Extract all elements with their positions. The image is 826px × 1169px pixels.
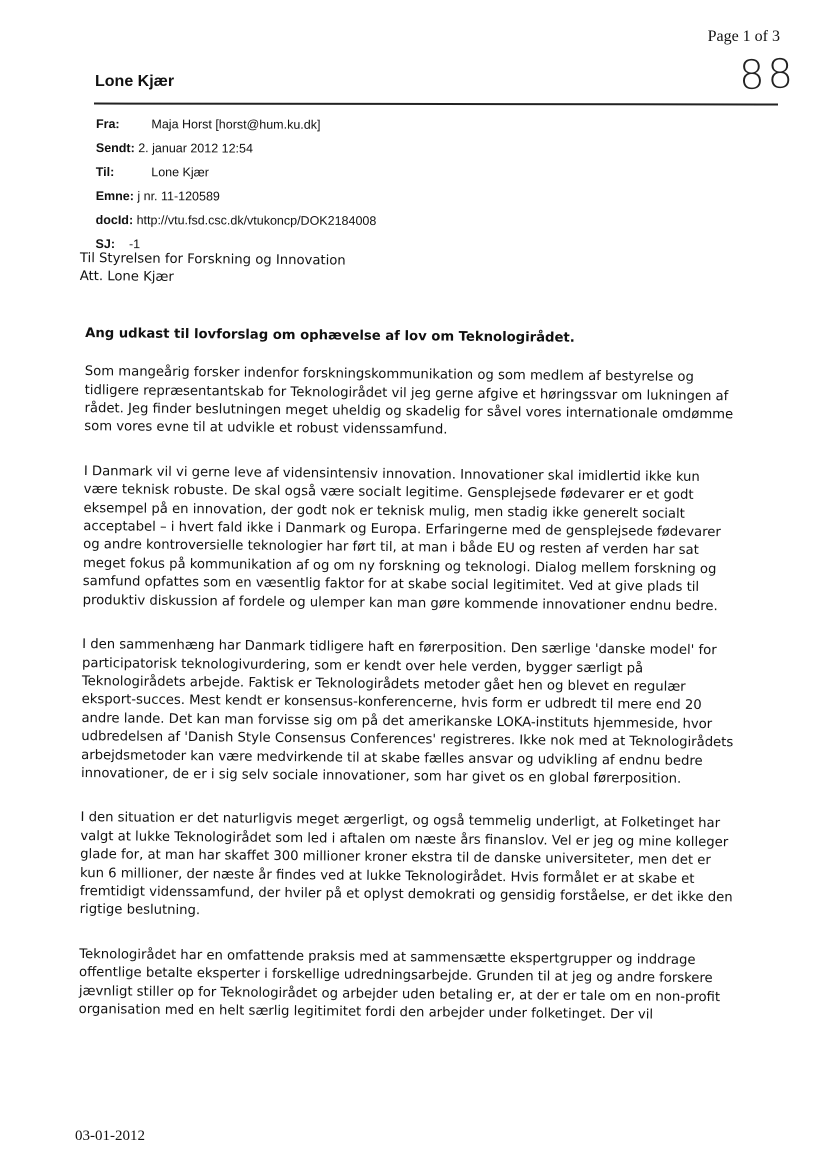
paragraph-3: I den sammenhæng har Danmark tidligere haft en førerposition. Den særlige 'danske model' for participatorisk teknologivurdering, som er kendt over hele verden, bygger særligt på Teknologirådets arbejde. Faktisk er Teknologirådets metoder gået hen og blevet en regulær eksport-succes. Mest kendt er konsensus-konferencerne, hvis form er udbredt til mere end 20 andre lande. Det kan man forvisse sig om på det amerikanske LOKA-instituts hjemmeside, hvor udbredelsen af 'Danish Style Consensus Conferences' registreres. Ikke nok med at Teknologirådets arbejdsmetoder kan være medvirkende til at skabe fælles ansvar og udvikling af endnu bedre innovationer, de er i sig selv sociale innovationer, som har givet os en global førerposition. <box>80 637 734 787</box>
paragraph-1: Som mangeårig forsker indenfor forskningskommunikation og som medlem af bestyrelse og tidligere repræsentantskab for Teknologirådet vil jeg gerne afgive et høringssvar om lukningen af rådet. Jeg finder beslutningen meget uheldig og skadelig for såvel vores internationale omdømme som vores evne til at udvikle et robust videnssamfund. <box>84 364 734 438</box>
letter-body <box>73 250 740 1026</box>
paragraph-2: I Danmark vil vi gerne leve af vidensintensiv innovation. Innovationer skal imidlertid ikke kun være teknisk robuste. De skal også være socialt legitime. Gensplejsede fødevarer er et godt eksempel på en innovation, der godt nok er teknisk mulig, men stadig ikke generelt socialt acceptabel – i hvert fald ikke i Danmark og Europa. Erfaringerne med de gensplejsede fødevarer og andre kontroversielle teknologier har ført til, at man i både EU og resten af verden har sat meget fokus på kommunikation af og om ny forskning og teknologi. Dialog mellem forskning og samfund opfattes som en væsentlig faktor for at skabe social legitimitet. Ved at give plads til produktiv diskussion af fordele og ulemper kan man gøre kommende innovationer endnu bedre. <box>82 463 721 614</box>
from-row <box>96 112 377 137</box>
addressee-line-2: Att. Lone Kjær <box>79 269 174 286</box>
sender-name-heading: Lone Kjær <box>95 73 175 90</box>
header-divider <box>94 103 778 106</box>
sent-row <box>96 136 377 161</box>
sent-label: Sendt: <box>95 140 135 156</box>
paragraph-5: Teknologirådet har en omfattende praksis med at sammensætte ekspertgrupper og inddrage offentlige betalte eksperter i forskellige udredningsarbejde. Grunden til at jeg og andre forskere jævnligt stiller op for Teknologirådet og arbejder uden betaling er, at der er tale om en non-profit organisation med en helt særlig legitimitet fordi den arbejder under folketinget. Der vil <box>78 946 721 1023</box>
letter-subject: Ang udkast til lovforslag om ophævelse af lov om Teknologirådet. <box>85 325 575 346</box>
to-value: Lone Kjær <box>151 165 209 180</box>
footer-date: 03-01-2012 <box>75 1128 145 1144</box>
addressee-block <box>80 250 740 293</box>
email-metadata <box>95 112 376 257</box>
paragraph-4: I den situation er det naturligvis meget ærgerligt, og også temmelig underligt, at Folketinget har valgt at lukke Teknologirådet som led i aftalen om næste års finanslov. Vel er jeg og mine kolleger glade for, at man har skaffet 300 millioner kroner ekstra til de danske universiteter, men det er kun 6 millioner, der næste år findes ved at lukke Teknologirådet. Hvis formålet er at skabe et fremtidigt videnssamfund, der hviler på et oplyst demokrati og gensidig forståelse, er det ikke den rigtige beslutning. <box>79 810 733 919</box>
subject-value: j nr. 11-120589 <box>137 189 220 204</box>
addressee-line-1: Til Styrelsen for Forskning og Innovation <box>79 250 346 269</box>
docid-row <box>96 208 377 233</box>
from-label: Fra: <box>95 116 120 132</box>
sj-value: -1 <box>128 237 141 252</box>
subject-row <box>96 184 377 209</box>
sent-value: 2. januar 2012 12:54 <box>138 141 253 156</box>
to-row <box>96 160 377 185</box>
docid-value: http://vtu.fsd.csc.dk/vtukoncp/DOK2184008 <box>136 213 377 228</box>
docid-label: docId: <box>95 212 134 228</box>
page-number-header: Page 1 of 3 <box>707 28 780 45</box>
sj-label: SJ: <box>95 236 116 252</box>
from-value: Maja Horst [horst@hum.ku.dk] <box>151 117 321 132</box>
handwritten-document-number: 88 <box>738 51 797 99</box>
subject-label: Emne: <box>95 188 134 204</box>
to-label: Til: <box>95 164 115 180</box>
